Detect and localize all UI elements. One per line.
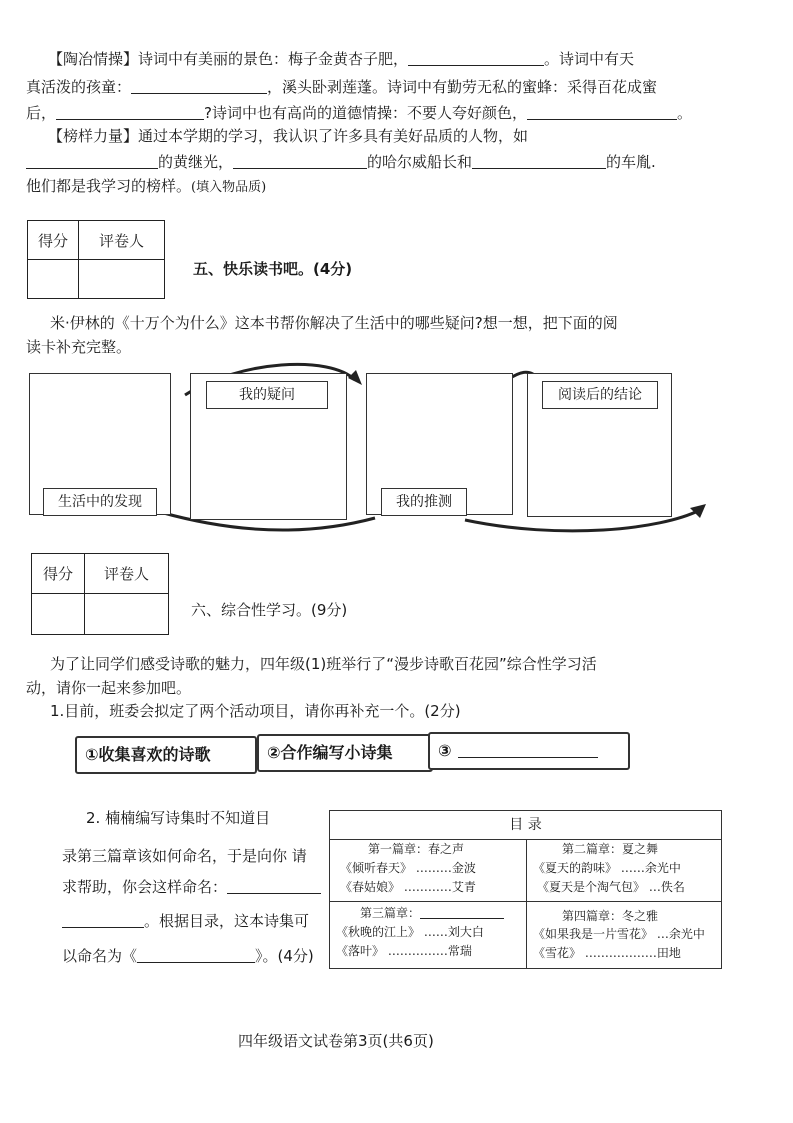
role-model-line-2: 的黄继光， 的哈尔威船长和 的车胤.: [26, 149, 733, 175]
blank-5[interactable]: [26, 150, 158, 169]
toc-box: [329, 810, 722, 969]
q2-line-4: 。根据目录，这本诗集可: [62, 908, 733, 934]
toc-ch3-title: 第三篇章：: [360, 903, 504, 924]
section5-title: 五、快乐读书吧。(4分): [193, 260, 353, 278]
toc-divider-row: [330, 901, 721, 902]
toc-ch1-item-2: 《春姑娘》 …………艾青: [340, 880, 476, 894]
toc-title: 目 录: [509, 817, 542, 833]
q2-blank-1[interactable]: [227, 875, 321, 894]
blank-2[interactable]: [131, 75, 267, 94]
q2-line-1: 2. 楠楠编写诗集时不知道目: [86, 809, 271, 827]
activity-3-blank[interactable]: [458, 739, 598, 758]
score-table-6: 得分 评卷人: [31, 553, 169, 635]
tag-bangyang: 【榜样力量】: [48, 127, 139, 145]
score-table-5: 得分 评卷人: [27, 220, 165, 299]
score-cell[interactable]: [32, 594, 85, 635]
toc-ch3-blank[interactable]: [420, 904, 504, 919]
tag-taoye: 【陶冶情操】: [48, 50, 139, 68]
poem-line-3: 后， ?诗词中也有高尚的道德情操：不要人夸好颜色， 。: [26, 100, 733, 126]
q2-line-3: 求帮助，你会这样命名：: [62, 874, 733, 900]
card-question-label: 我的疑问: [206, 381, 328, 409]
blank-3[interactable]: [56, 101, 204, 120]
card-conclusion-label: 阅读后的结论: [542, 381, 658, 409]
card-guess-label: 我的推测: [381, 488, 467, 516]
toc-ch2-item-1: 《夏天的韵味》 ……余光中: [533, 861, 681, 875]
toc-ch1-title: 第一篇章：春之声: [368, 842, 465, 856]
q2-blank-2[interactable]: [62, 909, 144, 928]
activity-1: ①收集喜欢的诗歌: [75, 736, 257, 774]
arrow-1-head: [348, 370, 362, 385]
section6-title: 六、综合性学习。(9分): [191, 601, 348, 619]
role-model-line-3: 他们都是我学习的榜样。(填入物品质): [26, 177, 267, 195]
blank-7[interactable]: [472, 150, 606, 169]
section6-intro-2: 动，请你一起来参加吧。: [26, 679, 192, 697]
toc-ch4-title: 第四篇章：冬之雅: [562, 909, 659, 923]
toc-ch2-item-2: 《夏天是个淘气包》 …佚名: [537, 880, 685, 894]
activity-3: ③: [428, 732, 630, 770]
blank-1[interactable]: [408, 47, 544, 66]
score-cell[interactable]: [28, 260, 79, 299]
section5-intro-2: 读卡补充完整。: [26, 338, 132, 356]
role-model-line-1: 【榜样力量】通过本学期的学习，我认识了许多具有美好品质的人物，如: [48, 127, 529, 145]
blank-4[interactable]: [527, 101, 677, 120]
section5-intro-1: 米·伊林的《十万个为什么》这本书帮你解决了生活中的哪些疑问?想一想，把下面的阅: [50, 314, 618, 332]
activity-2: ②合作编写小诗集: [257, 734, 433, 772]
grader-cell[interactable]: [85, 594, 169, 635]
toc-ch1-item-1: 《倾听春天》 ………金波: [340, 861, 476, 875]
page-footer: 四年级语文试卷第3页(共6页): [238, 1032, 434, 1050]
section6-intro-1: 为了让同学们感受诗歌的魅力，四年级(1)班举行了“漫步诗歌百花园”综合性学习活: [50, 655, 597, 673]
toc-ch4-item-2: 《雪花》 ………………田地: [533, 946, 681, 960]
poem-line-1: 【陶冶情操】诗词中有美丽的景色：梅子金黄杏子肥， 。诗词中有天: [48, 46, 733, 72]
toc-ch4-item-1: 《如果我是一片雪花》 …余光中: [533, 927, 705, 941]
q2-line-5: 以命名为《 》。(4分): [62, 943, 733, 969]
question-1: 1.目前，班委会拟定了两个活动项目，请你再补充一个。(2分): [50, 702, 461, 720]
blank-6[interactable]: [233, 150, 367, 169]
card-discovery-label: 生活中的发现: [43, 488, 157, 516]
q2-blank-3[interactable]: [137, 944, 255, 963]
poem-line-2: 真活泼的孩童： ，溪头卧剥莲蓬。诗词中有勤劳无私的蜜蜂：采得百花成蜜: [26, 74, 733, 100]
arrow-4-head: [690, 504, 706, 518]
q2-line-2: 录第三篇章该如何命名，于是向你 请: [62, 847, 307, 865]
toc-divider-mid: [526, 839, 527, 968]
toc-ch2-title: 第二篇章：夏之舞: [562, 842, 659, 856]
toc-ch3-item-2: 《落叶》 ……………常瑞: [336, 944, 472, 958]
toc-ch3-item-1: 《秋晚的江上》 ……刘大白: [336, 925, 484, 939]
grader-cell[interactable]: [79, 260, 165, 299]
